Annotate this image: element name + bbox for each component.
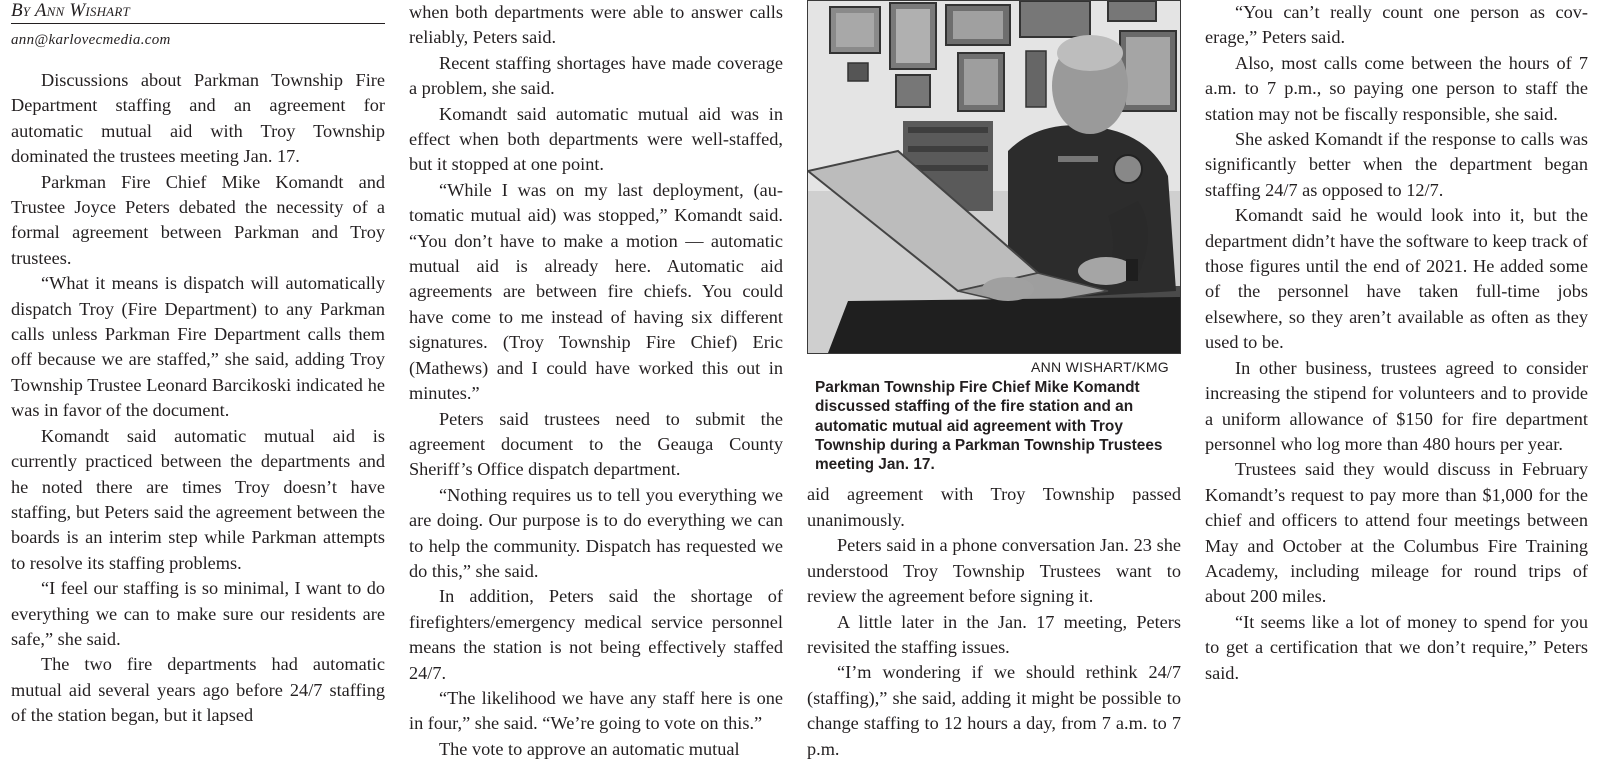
paragraph: She asked Komandt if the response to calls was significantly better when the department began staffing 24/7 as opposed to 12/7. [1205,129,1588,200]
news-photo [807,0,1181,354]
paragraph: “It seems like a lot of money to spend for you to get a certification that we don’t require,” Peters said. [1205,611,1588,683]
author-email[interactable]: ann@karlovecmedia.com [11,32,171,48]
paragraph: In addition, Peters said the shortage of firefighters/emergency medical service personnel means the station is not being effectively staffed 24/7. [409,586,783,683]
paragraph: In other business, trustees agreed to consider increasing the stipend for volunteers and to provide a uniform allowance of $150 for fire department personnel who log more than 480 hours per year. [1205,357,1588,454]
paragraph: “I’m wondering if we should rethink 24/7 (staffing),” she said, adding it might be possible to change staffing to 12 hours a day, from 7 a.m. to 7 p.m. [807,662,1181,759]
paragraph: Recent staffing shortages have made coverage a problem, she said. [409,52,783,99]
paragraph: Parkman Fire Chief Mike Komandt and Trustee Joyce Peters debated the necessity of a formal agreement between Parkman and Troy trustees. [11,171,385,268]
paragraph: “You can’t really count one person as coverage,” Peters said. [1205,2,1588,48]
photo-caption: Parkman Township Fire Chief Mike Komandt discussed staffing of the fire station and an automatic mutual aid agreement with Troy Township during a Parkman Township Trustees meeting Jan. 17. [815,379,1163,474]
paragraph: Komandt said automatic mutual aid is currently practiced between the departments and he noted there are times Troy doesn’t have staffing, but Peters said the agreement between the boards is an interim step while Parkman attempts to resolve its staffing problems. [11,425,385,573]
paragraph: The vote to approve an automatic mutual [439,738,740,759]
paragraph: “What it means is dispatch will automatically dispatch Troy (Fire Department) to any Parkman calls unless Parkman Fire Department calls them off because we are staffed,” she said, adding Troy Township Trustee Leonard Barcikoski indicated he was in favor of the document. [11,273,385,421]
paragraph: “While I was on my last deployment, (automatic mutual aid) was stopped,” Komandt said. “You don’t have to make a motion — automatic mutual aid is already here. Automatic aid agreements are between fire chiefs. You could have come to me instead of having six different signatures. (Troy Township Fire Chief) Eric (Mathews) and I could have worked this out in minutes.” [409,179,783,404]
article-column-4 [1205,0,1588,776]
paragraph: “The likelihood we have any staff here is one in four,” she said. “We’re going to vote on this.” [409,687,783,734]
paragraph: A little later in the Jan. 17 meeting, Peters revisited the staffing issues. [807,611,1181,657]
photo-credit: ANN WISHART/KMG [1030,359,1169,375]
paragraph: The two fire departments had automatic mutual aid several years ago before 24/7 staffing of the station began, but it lapsed [11,654,385,726]
article-column-1 [11,0,385,776]
paragraph: Trustees said they would discuss in February Komandt’s request to pay more than $1,000 for the chief and officers to attend four meetings between May and October at the Columbus Fire Training Academy, including mileage for round trips of about 200 miles. [1205,459,1588,607]
article-column-2 [409,0,783,776]
paragraph: Also, most calls come between the hours of 7 a.m. to 7 p.m., so paying one person to staff the station may not be fiscally responsible, she said. [1205,52,1588,124]
paragraph: aid agreement with Troy Township passed unanimously. [807,484,1181,530]
paragraph: “I feel our staffing is so minimal, I want to do everything we can to make sure our residents are safe,” she said. [11,578,385,649]
byline: By Ann Wishart [11,0,385,24]
paragraph: Peters said in a phone conversation Jan. 23 she understood Troy Township Trustees want to review the agreement before signing it. [807,535,1181,607]
article-column-3 [807,0,1181,776]
paragraph: Komandt said automatic mutual aid was in effect when both departments were well-staffed, but it stopped at one point. [409,103,783,175]
paragraph: Discussions about Parkman Township Fire Department staffing and an agreement for automatic mutual aid with Troy Township dominated the trustees meeting Jan. 17. [11,70,385,167]
paragraph: when both departments were able to answer calls reliably, Peters said. [409,2,783,48]
paragraph: Peters said trustees need to submit the agreement document to the Geauga County Sheriff’s Office dispatch department. [409,408,783,480]
paragraph: “Nothing requires us to tell you everything we are doing. Our purpose is to do everything we can to help the community. Dispatch has requested we do this,” she said. [409,484,783,581]
paragraph: Komandt said he would look into it, but the department didn’t have the software to keep track of those figures until the end of 2021. He added some of the personnel have taken full-time jobs elsewhere, so they aren’t available as often as they used to be. [1205,205,1588,353]
